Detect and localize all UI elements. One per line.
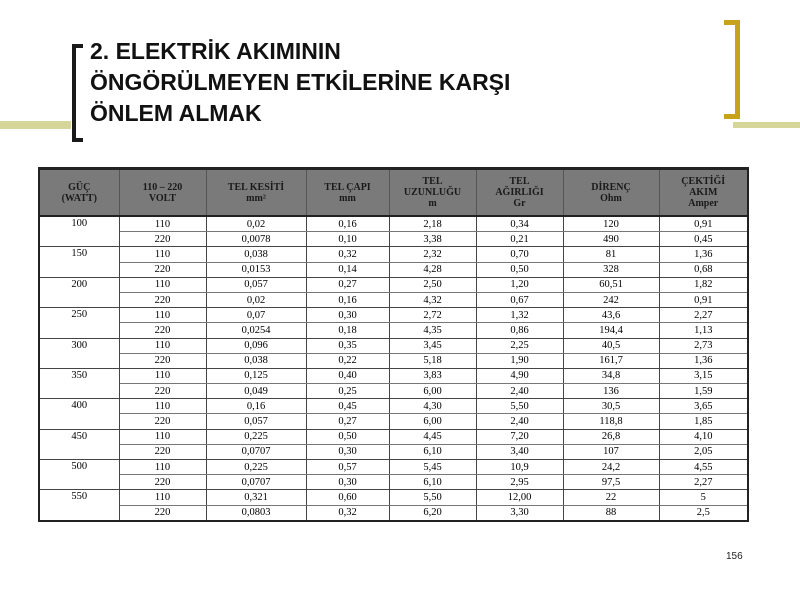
cell-cross-section: 0,0254 — [206, 323, 306, 338]
cell-diameter: 0,50 — [306, 429, 389, 444]
header-line: DİRENÇ — [591, 181, 631, 193]
slide-title-line-2: ÖNGÖRÜLMEYEN ETKİLERİNE KARŞI — [90, 69, 511, 95]
cell-weight: 1,20 — [476, 277, 563, 292]
cell-current: 0,45 — [659, 232, 748, 247]
header-power — [39, 169, 119, 217]
cell-power: 550 — [39, 490, 119, 521]
cell-cross-section: 0,02 — [206, 216, 306, 232]
cell-length: 4,30 — [389, 399, 476, 414]
cell-current: 0,91 — [659, 292, 748, 307]
cell-length: 6,00 — [389, 414, 476, 429]
header-resistance — [563, 169, 659, 217]
cell-current: 1,85 — [659, 414, 748, 429]
cell-current: 2,27 — [659, 308, 748, 323]
cell-length: 5,18 — [389, 353, 476, 368]
cell-resistance: 81 — [563, 247, 659, 262]
left-bracket-decoration — [72, 44, 83, 142]
cell-weight: 5,50 — [476, 399, 563, 414]
cell-weight: 2,95 — [476, 475, 563, 490]
cell-power: 100 — [39, 216, 119, 247]
table-row — [39, 338, 748, 353]
header-weight — [476, 169, 563, 217]
cell-diameter: 0,30 — [306, 308, 389, 323]
header-voltage — [119, 169, 206, 217]
cell-cross-section: 0,0707 — [206, 475, 306, 490]
table-row — [39, 444, 748, 459]
cell-voltage: 110 — [119, 429, 206, 444]
cell-diameter: 0,30 — [306, 475, 389, 490]
cell-diameter: 0,30 — [306, 444, 389, 459]
cell-current: 2,27 — [659, 475, 748, 490]
cell-length: 2,32 — [389, 247, 476, 262]
cell-voltage: 220 — [119, 292, 206, 307]
cell-resistance: 34,8 — [563, 368, 659, 383]
cell-weight: 0,86 — [476, 323, 563, 338]
cell-cross-section: 0,096 — [206, 338, 306, 353]
cell-power: 350 — [39, 368, 119, 398]
cell-weight: 0,34 — [476, 216, 563, 232]
cell-diameter: 0,32 — [306, 247, 389, 262]
cell-current: 1,36 — [659, 353, 748, 368]
cell-length: 3,45 — [389, 338, 476, 353]
cell-length: 4,35 — [389, 323, 476, 338]
cell-diameter: 0,22 — [306, 353, 389, 368]
cell-length: 3,83 — [389, 368, 476, 383]
cell-power: 400 — [39, 399, 119, 429]
cell-voltage: 110 — [119, 368, 206, 383]
header-line: UZUNLUĞU — [403, 187, 462, 198]
slide-title-line-1: 2. ELEKTRİK AKIMININ — [90, 38, 341, 64]
cell-voltage: 220 — [119, 232, 206, 247]
table-row — [39, 353, 748, 368]
accent-line-right — [733, 122, 800, 128]
cell-diameter: 0,25 — [306, 384, 389, 399]
cell-weight: 1,32 — [476, 308, 563, 323]
cell-length: 5,50 — [389, 490, 476, 505]
cell-length: 6,20 — [389, 505, 476, 521]
cell-length: 4,32 — [389, 292, 476, 307]
cell-resistance: 328 — [563, 262, 659, 277]
cell-current: 1,59 — [659, 384, 748, 399]
cell-resistance: 118,8 — [563, 414, 659, 429]
cell-cross-section: 0,125 — [206, 368, 306, 383]
table-row — [39, 262, 748, 277]
cell-diameter: 0,40 — [306, 368, 389, 383]
header-line: Ohm — [600, 192, 622, 204]
table-row — [39, 475, 748, 490]
cell-power: 250 — [39, 308, 119, 338]
cell-current: 1,82 — [659, 277, 748, 292]
table-row — [39, 277, 748, 292]
cell-current: 2,05 — [659, 444, 748, 459]
cell-voltage: 110 — [119, 247, 206, 262]
table-row — [39, 292, 748, 307]
cell-voltage: 220 — [119, 323, 206, 338]
cell-length: 4,28 — [389, 262, 476, 277]
header-line: AKIM — [689, 187, 718, 198]
cell-voltage: 220 — [119, 444, 206, 459]
cell-length: 2,18 — [389, 216, 476, 232]
cell-weight: 3,40 — [476, 444, 563, 459]
cell-weight: 2,25 — [476, 338, 563, 353]
header-line: TEL — [509, 176, 530, 187]
cell-resistance: 24,2 — [563, 460, 659, 475]
cell-diameter: 0,60 — [306, 490, 389, 505]
cell-diameter: 0,45 — [306, 399, 389, 414]
table-row — [39, 232, 748, 247]
wire-spec-table-container — [38, 167, 747, 522]
header-line: TEL ÇAPI — [324, 181, 371, 193]
header-line: ÇEKTİĞİ — [681, 176, 726, 187]
cell-resistance: 120 — [563, 216, 659, 232]
cell-length: 6,10 — [389, 444, 476, 459]
wire-spec-table — [38, 167, 749, 522]
cell-resistance: 490 — [563, 232, 659, 247]
cell-weight: 0,67 — [476, 292, 563, 307]
cell-resistance: 107 — [563, 444, 659, 459]
cell-diameter: 0,16 — [306, 292, 389, 307]
cell-length: 4,45 — [389, 429, 476, 444]
cell-weight: 1,90 — [476, 353, 563, 368]
cell-cross-section: 0,225 — [206, 429, 306, 444]
cell-weight: 10,9 — [476, 460, 563, 475]
cell-weight: 4,90 — [476, 368, 563, 383]
cell-weight: 7,20 — [476, 429, 563, 444]
cell-voltage: 110 — [119, 490, 206, 505]
header-line: (WATT) — [61, 192, 97, 204]
header-length — [389, 169, 476, 217]
cell-weight: 2,40 — [476, 384, 563, 399]
header-line: GÜÇ — [68, 181, 91, 193]
right-bracket-decoration — [724, 20, 740, 119]
cell-weight: 3,30 — [476, 505, 563, 521]
cell-cross-section: 0,057 — [206, 414, 306, 429]
cell-length: 6,00 — [389, 384, 476, 399]
cell-length: 6,10 — [389, 475, 476, 490]
cell-weight: 0,70 — [476, 247, 563, 262]
cell-voltage: 110 — [119, 399, 206, 414]
cell-resistance: 40,5 — [563, 338, 659, 353]
cell-diameter: 0,57 — [306, 460, 389, 475]
cell-diameter: 0,10 — [306, 232, 389, 247]
cell-cross-section: 0,07 — [206, 308, 306, 323]
cell-voltage: 110 — [119, 216, 206, 232]
cell-voltage: 220 — [119, 475, 206, 490]
cell-cross-section: 0,0153 — [206, 262, 306, 277]
table-row — [39, 490, 748, 505]
cell-resistance: 242 — [563, 292, 659, 307]
cell-cross-section: 0,038 — [206, 247, 306, 262]
slide-title — [90, 36, 510, 129]
cell-current: 0,91 — [659, 216, 748, 232]
cell-cross-section: 0,321 — [206, 490, 306, 505]
header-cross-section — [206, 169, 306, 217]
cell-power: 500 — [39, 460, 119, 490]
cell-resistance: 26,8 — [563, 429, 659, 444]
cell-cross-section: 0,02 — [206, 292, 306, 307]
cell-weight: 0,50 — [476, 262, 563, 277]
cell-weight: 12,00 — [476, 490, 563, 505]
cell-resistance: 30,5 — [563, 399, 659, 414]
table-row — [39, 247, 748, 262]
cell-voltage: 220 — [119, 262, 206, 277]
cell-voltage: 110 — [119, 277, 206, 292]
cell-current: 1,36 — [659, 247, 748, 262]
cell-cross-section: 0,0078 — [206, 232, 306, 247]
cell-voltage: 220 — [119, 384, 206, 399]
cell-cross-section: 0,16 — [206, 399, 306, 414]
header-line: Amper — [688, 198, 719, 209]
header-current — [659, 169, 748, 217]
cell-length: 2,72 — [389, 308, 476, 323]
cell-resistance: 97,5 — [563, 475, 659, 490]
cell-voltage: 110 — [119, 460, 206, 475]
cell-resistance: 136 — [563, 384, 659, 399]
cell-current: 1,13 — [659, 323, 748, 338]
cell-current: 3,65 — [659, 399, 748, 414]
cell-resistance: 88 — [563, 505, 659, 521]
table-row — [39, 323, 748, 338]
table-row — [39, 384, 748, 399]
cell-power: 200 — [39, 277, 119, 307]
cell-voltage: 110 — [119, 338, 206, 353]
cell-cross-section: 0,057 — [206, 277, 306, 292]
table-row — [39, 399, 748, 414]
cell-diameter: 0,14 — [306, 262, 389, 277]
cell-current: 4,10 — [659, 429, 748, 444]
cell-length: 3,38 — [389, 232, 476, 247]
table-row — [39, 429, 748, 444]
cell-cross-section: 0,049 — [206, 384, 306, 399]
cell-power: 300 — [39, 338, 119, 368]
cell-power: 150 — [39, 247, 119, 277]
cell-resistance: 60,51 — [563, 277, 659, 292]
cell-diameter: 0,18 — [306, 323, 389, 338]
cell-diameter: 0,27 — [306, 414, 389, 429]
slide-title-line-3: ÖNLEM ALMAK — [90, 100, 262, 126]
header-diameter — [306, 169, 389, 217]
table-row — [39, 414, 748, 429]
cell-voltage: 220 — [119, 505, 206, 521]
table-row — [39, 460, 748, 475]
cell-diameter: 0,27 — [306, 277, 389, 292]
header-line: AĞIRLIĞI — [495, 187, 544, 198]
cell-voltage: 220 — [119, 353, 206, 368]
cell-length: 5,45 — [389, 460, 476, 475]
cell-voltage: 220 — [119, 414, 206, 429]
cell-power: 450 — [39, 429, 119, 459]
cell-cross-section: 0,038 — [206, 353, 306, 368]
header-line: TEL KESİTİ — [227, 181, 285, 193]
cell-current: 5 — [659, 490, 748, 505]
cell-resistance: 43,6 — [563, 308, 659, 323]
header-line: Gr — [513, 198, 526, 209]
accent-line-left — [0, 121, 71, 129]
table-row — [39, 216, 748, 232]
cell-diameter: 0,32 — [306, 505, 389, 521]
cell-current: 0,68 — [659, 262, 748, 277]
cell-resistance: 161,7 — [563, 353, 659, 368]
cell-weight: 2,40 — [476, 414, 563, 429]
cell-current: 2,5 — [659, 505, 748, 521]
header-line: TEL — [422, 176, 443, 187]
cell-cross-section: 0,0707 — [206, 444, 306, 459]
table-row — [39, 368, 748, 383]
cell-current: 2,73 — [659, 338, 748, 353]
header-line: VOLT — [148, 192, 177, 204]
page-number: 156 — [726, 551, 743, 562]
table-header-row — [39, 169, 748, 217]
cell-resistance: 194,4 — [563, 323, 659, 338]
cell-current: 4,55 — [659, 460, 748, 475]
header-line: 110 – 220 — [142, 181, 183, 193]
cell-diameter: 0,16 — [306, 216, 389, 232]
header-line: m — [428, 198, 437, 209]
cell-length: 2,50 — [389, 277, 476, 292]
header-line: mm — [339, 192, 356, 204]
cell-current: 3,15 — [659, 368, 748, 383]
cell-weight: 0,21 — [476, 232, 563, 247]
table-row — [39, 505, 748, 521]
cell-diameter: 0,35 — [306, 338, 389, 353]
cell-resistance: 22 — [563, 490, 659, 505]
cell-cross-section: 0,225 — [206, 460, 306, 475]
cell-voltage: 110 — [119, 308, 206, 323]
table-body — [39, 216, 748, 521]
header-line: mm² — [246, 192, 266, 204]
table-row — [39, 308, 748, 323]
cell-cross-section: 0,0803 — [206, 505, 306, 521]
